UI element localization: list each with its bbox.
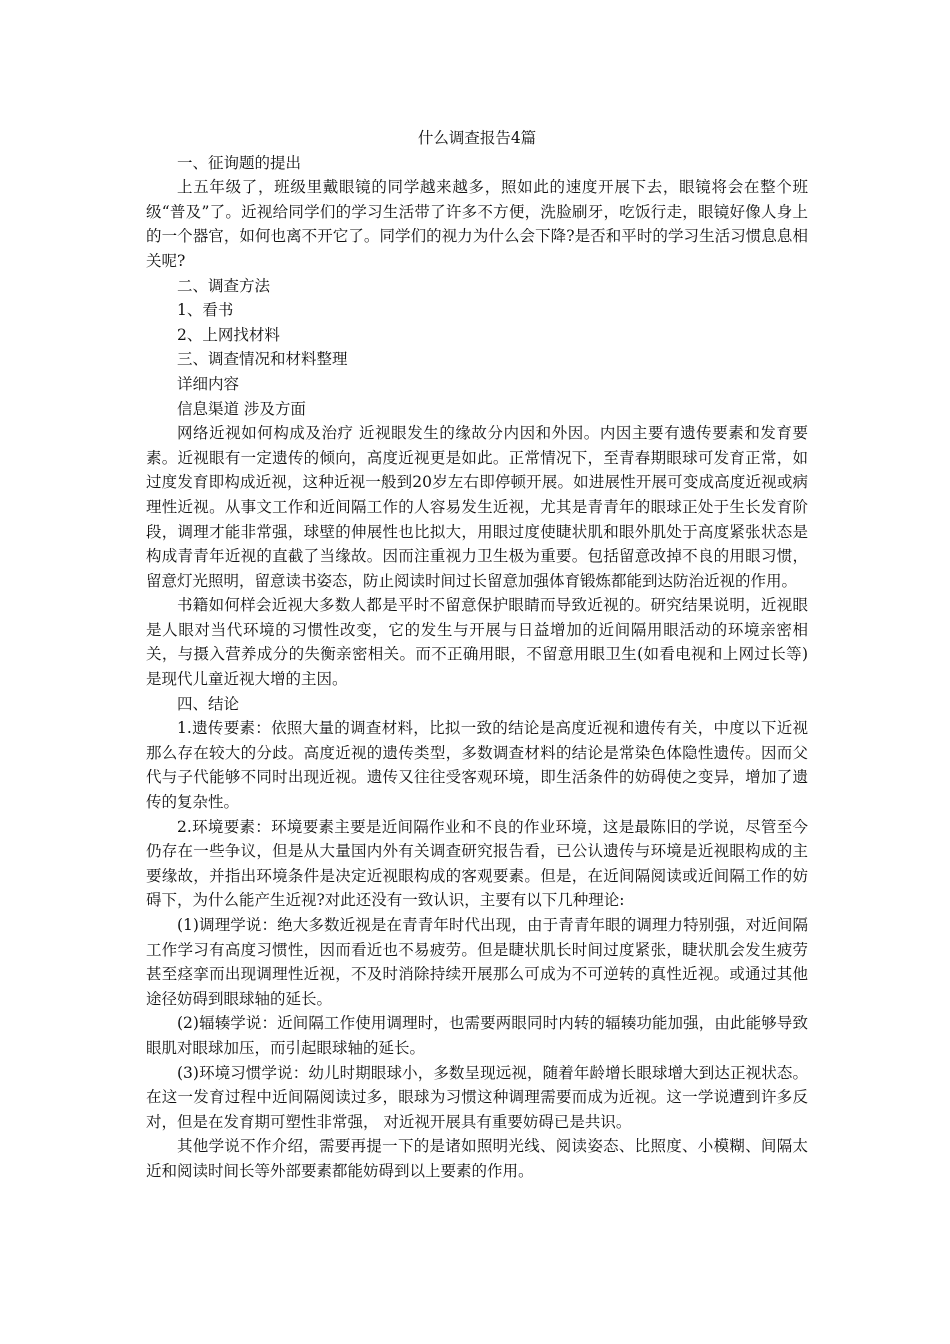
paragraph-theory-convergence: (2)辐辏学说：近间隔工作使用调理时，也需要两眼同时内转的辐辏功能加强，由此能够导致眼肌对眼球加压，而引起眼球轴的延长。 (146, 1014, 808, 1057)
section-heading-findings: 三、调查情况和材料整理 (177, 350, 348, 369)
paragraph-network: 网络近视如何构成及治疗 近视眼发生的缘故分内因和外因。内因主要有遗传要素和发育要素。近视眼有一定遗传的倾向，高度近视更是如此。正常情况下，至青春期眼球可发育正常，如过度发育即构成近视，这种近视一般到20岁左右即停顿开展。如进展性开展可变成高度近视或病理性近视。从事文工作和近间隔工作的人容易发生近视，尤其是青青年的眼球正处于生长发育阶段，调理才能非常强，球壁的伸展性也比拟大，用眼过度使睫状肌和眼外肌处于高度紧张状态是构成青青年近视的直截了当缘故。因而注重视力卫生极为重要。包括留意改掉不良的用眼习惯，留意灯光照明，留意读书姿态，防止阅读时间过长留意加强体育锻炼都能到达防治近视的作用。 (146, 424, 808, 590)
subheading-channels: 信息渠道 涉及方面 (177, 399, 306, 418)
paragraph-other-theories: 其他学说不作介绍，需要再提一下的是诸如照明光线、阅读姿态、比照度、小模糊、间隔太近和阅读时间长等外部要素都能妨碍到以上要素的作用。 (146, 1137, 808, 1180)
paragraph-theory-adaptation: (3)环境习惯学说：幼儿时期眼球小，多数呈现远视，随着年龄增长眼球增大到达正视状态。在这一发育过程中近间隔阅读过多，眼球为习惯这种调理需要而成为近视。这一学说遭到许多反对，但是在发育期可塑性非常强， 对近视开展具有重要妨碍已是共识。 (146, 1063, 808, 1131)
method-item-1: 1、看书 (177, 301, 234, 320)
paragraph-background: 上五年级了，班级里戴眼镜的同学越来越多，照如此的速度开展下去，眼镜将会在整个班级“普及”了。近视给同学们的学习生活带了许多不方便，洗脸刷牙，吃饭行走，眼镜好像人身上的一个器官，如何也离不开它了。同学们的视力为什么会下降?是否和平时的学习生活习惯息息相关呢? (146, 178, 808, 270)
section-heading-question: 一、征询题的提出 (177, 153, 302, 172)
paragraph-books: 书籍如何样会近视大多数人都是平时不留意保护眼睛而导致近视的。研究结果说明，近视眼是人眼对当代环境的习惯性改变，它的发生与开展与日益增加的近间隔用眼活动的环境亲密相关，与摄入营养成分的失衡亲密相关。而不正确用眼，不留意用眼卫生(如看电视和上网过长等)是现代儿童近视大增的主因。 (146, 596, 808, 689)
document-body (146, 126, 808, 1184)
paragraph-theory-accommodation: (1)调理学说：绝大多数近视是在青青年时代出现，由于青青年眼的调理力特别强，对近间隔工作学习有高度习惯性，因而看近也不易疲劳。但是睫状肌长时间过度紧张，睫状肌会发生疲劳甚至痉挛而出现调理性近视，不及时消除持续开展那么可成为不可逆转的真性近视。或通过其他途径妨碍到眼球轴的延长。 (146, 916, 808, 1008)
section-heading-conclusion: 四、结论 (177, 694, 240, 713)
document-title: 什么调查报告4篇 (417, 129, 537, 147)
subheading-details: 详细内容 (177, 374, 240, 393)
paragraph-environment: 2.环境要素：环境要素主要是近间隔作业和不良的作业环境，这是最陈旧的学说，尽管至今仍存在一些争议，但是从大量国内外有关调查研究报告看，已公认遗传与环境是近视眼构成的主要缘故，并指出环境条件是决定近视眼构成的客观要素。但是，在近间隔阅读或近间隔工作的妨碍下，为什么能产生近视?对此还没有一致认识，主要有以下几种理论: (146, 817, 808, 910)
method-item-2: 2、上网找材料 (177, 325, 280, 344)
section-heading-method: 二、调查方法 (177, 276, 271, 295)
paragraph-genetic: 1.遗传要素：依照大量的调查材料，比拟一致的结论是高度近视和遗传有关，中度以下近视那么存在较大的分歧。高度近视的遗传类型，多数调查材料的结论是常染色体隐性遗传。因而父代与子代能够不同时出现近视。遗传又往往受客观环境，即生活条件的妨碍使之变异，增加了遗传的复杂性。 (146, 719, 808, 812)
